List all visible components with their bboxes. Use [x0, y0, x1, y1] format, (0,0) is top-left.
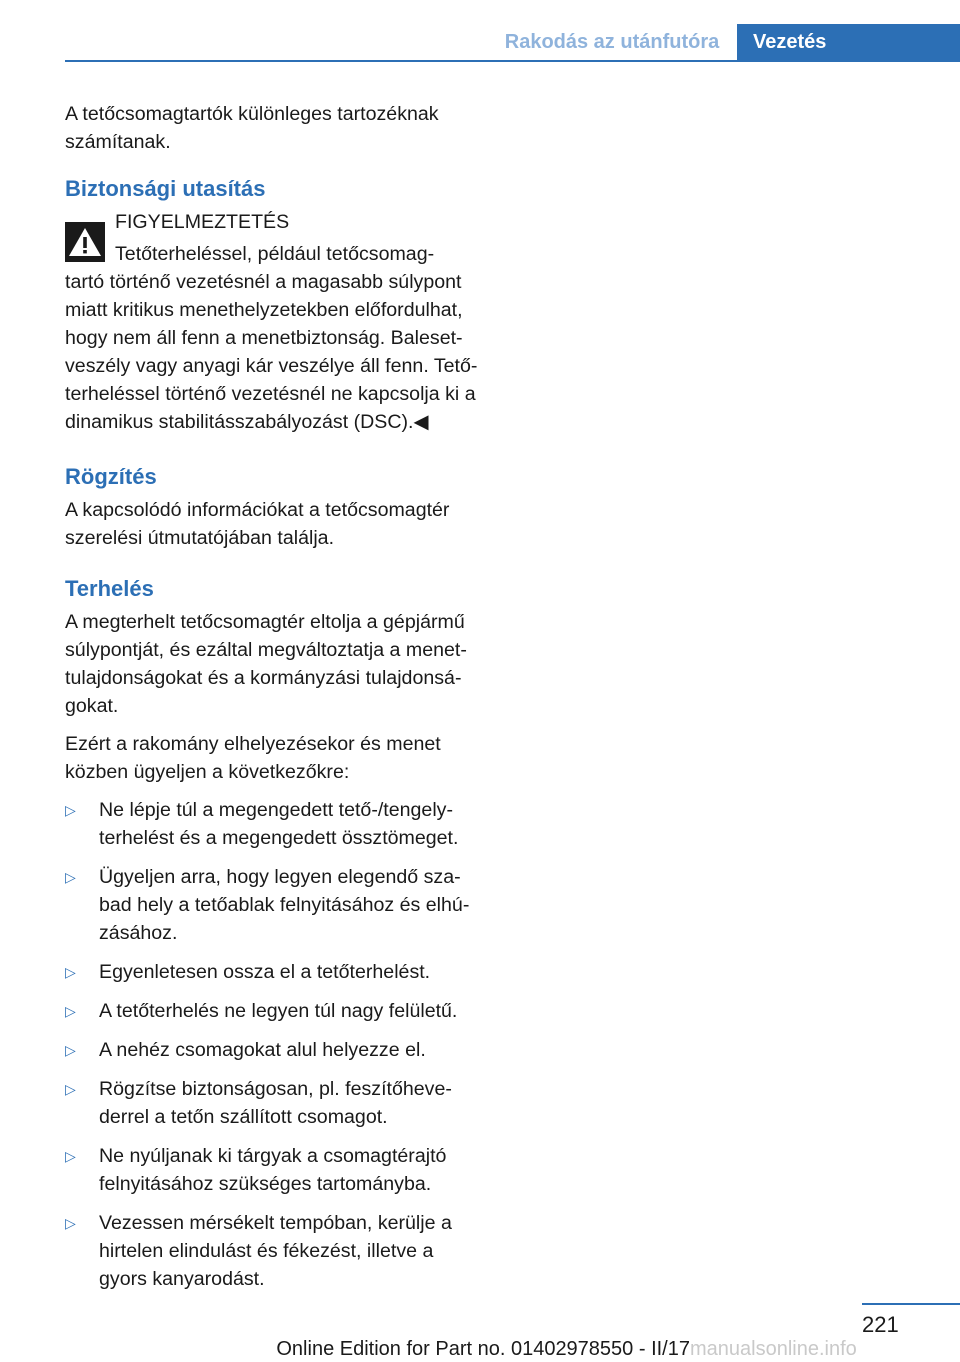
bullet-triangle-icon: ▷	[65, 1042, 76, 1058]
warning-block	[65, 208, 485, 436]
fixing-paragraph: A kapcsolódó információkat a tetőcsomagtér szerelési útmutatójában találja.	[65, 499, 450, 549]
loading-heading: Terhelés	[65, 576, 154, 601]
list-item	[65, 1036, 485, 1064]
list-item	[65, 1142, 485, 1198]
safety-heading: Biztonsági utasítás	[65, 176, 266, 201]
list-item-text: Egyenletesen ossza el a tetőterhelést.	[99, 961, 431, 983]
bullet-triangle-icon: ▷	[65, 1003, 76, 1019]
header-section-title: Rakodás az utánfutóra	[504, 31, 720, 53]
list-item-text: A tetőterhelés ne legyen túl nagy felületű.	[99, 1000, 458, 1022]
list-item-text: A nehéz csomagokat alul helyezze el.	[99, 1039, 426, 1061]
loading-intro-paragraph: Ezért a rakomány elhelyezésekor és menet közben ügyeljen a következőkre:	[65, 733, 441, 783]
header-chapter-tab: Vezetés	[737, 24, 960, 62]
list-item-text: Ügyeljen arra, hogy legyen elegendő szabad hely a tetőablak felnyitásához és elhúzásához.	[99, 866, 470, 944]
edition-note: Online Edition for Part no. 01402978550 - II/17	[276, 1338, 690, 1360]
warning-triangle-icon	[65, 222, 105, 262]
intro-paragraph: A tetőcsomagtartók különleges tartozéknak számítanak.	[65, 103, 439, 153]
list-item	[65, 1209, 485, 1293]
list-item	[65, 1075, 485, 1131]
warning-label: FIGYELMEZTETÉS	[115, 211, 290, 233]
bullet-triangle-icon: ▷	[65, 1148, 76, 1164]
bullet-triangle-icon: ▷	[65, 1215, 76, 1231]
fixing-heading: Rögzítés	[65, 464, 157, 489]
warning-text-first-line: Tetőterheléssel, például tetőcsomag-	[115, 243, 435, 265]
list-item	[65, 863, 485, 947]
list-item	[65, 997, 485, 1025]
bullet-triangle-icon: ▷	[65, 802, 76, 818]
bullet-triangle-icon: ▷	[65, 964, 76, 980]
loading-paragraph: A megterhelt tetőcsomagtér eltolja a gépjármű súlypontját, és ezáltal megváltoztatja a menettulajdonságokat és a kormányzási tulajdonságokat.	[65, 611, 467, 717]
list-item	[65, 796, 485, 852]
page-content	[65, 100, 485, 1304]
page-number: 221	[862, 1312, 899, 1337]
loading-checklist	[65, 796, 485, 1293]
list-item-text: Ne lépje túl a megengedett tető-/tengelyterhelést és a megengedett össztömeget.	[99, 799, 459, 849]
bullet-triangle-icon: ▷	[65, 869, 76, 885]
watermark: manualsonline.info	[690, 1338, 857, 1360]
list-item-text: Ne nyúljanak ki tárgyak a csomagtérajtó felnyitásához szükséges tartományba.	[99, 1145, 447, 1195]
warning-text: tartó történő vezetésnél a magasabb súlypont miatt kritikus menethelyzetekben előfordulhat, hogy nem áll fenn a menetbiztonság. Balesetveszély vagy anyagi kár veszélye áll fenn. Tetőterheléssel történő vezetésnél ne kapcsolja ki a dinamikus stabilitásszabályozást (DSC).◀	[65, 271, 478, 433]
footer-rule	[862, 1303, 960, 1305]
list-item-text: Vezessen mérsékelt tempóban, kerülje a hirtelen elindulást és fékezést, illetve a gyors kanyarodást.	[99, 1212, 452, 1290]
bullet-triangle-icon: ▷	[65, 1081, 76, 1097]
list-item-text: Rögzítse biztonságosan, pl. feszítőhevederrel a tetőn szállított csomagot.	[99, 1078, 452, 1128]
list-item	[65, 958, 485, 986]
